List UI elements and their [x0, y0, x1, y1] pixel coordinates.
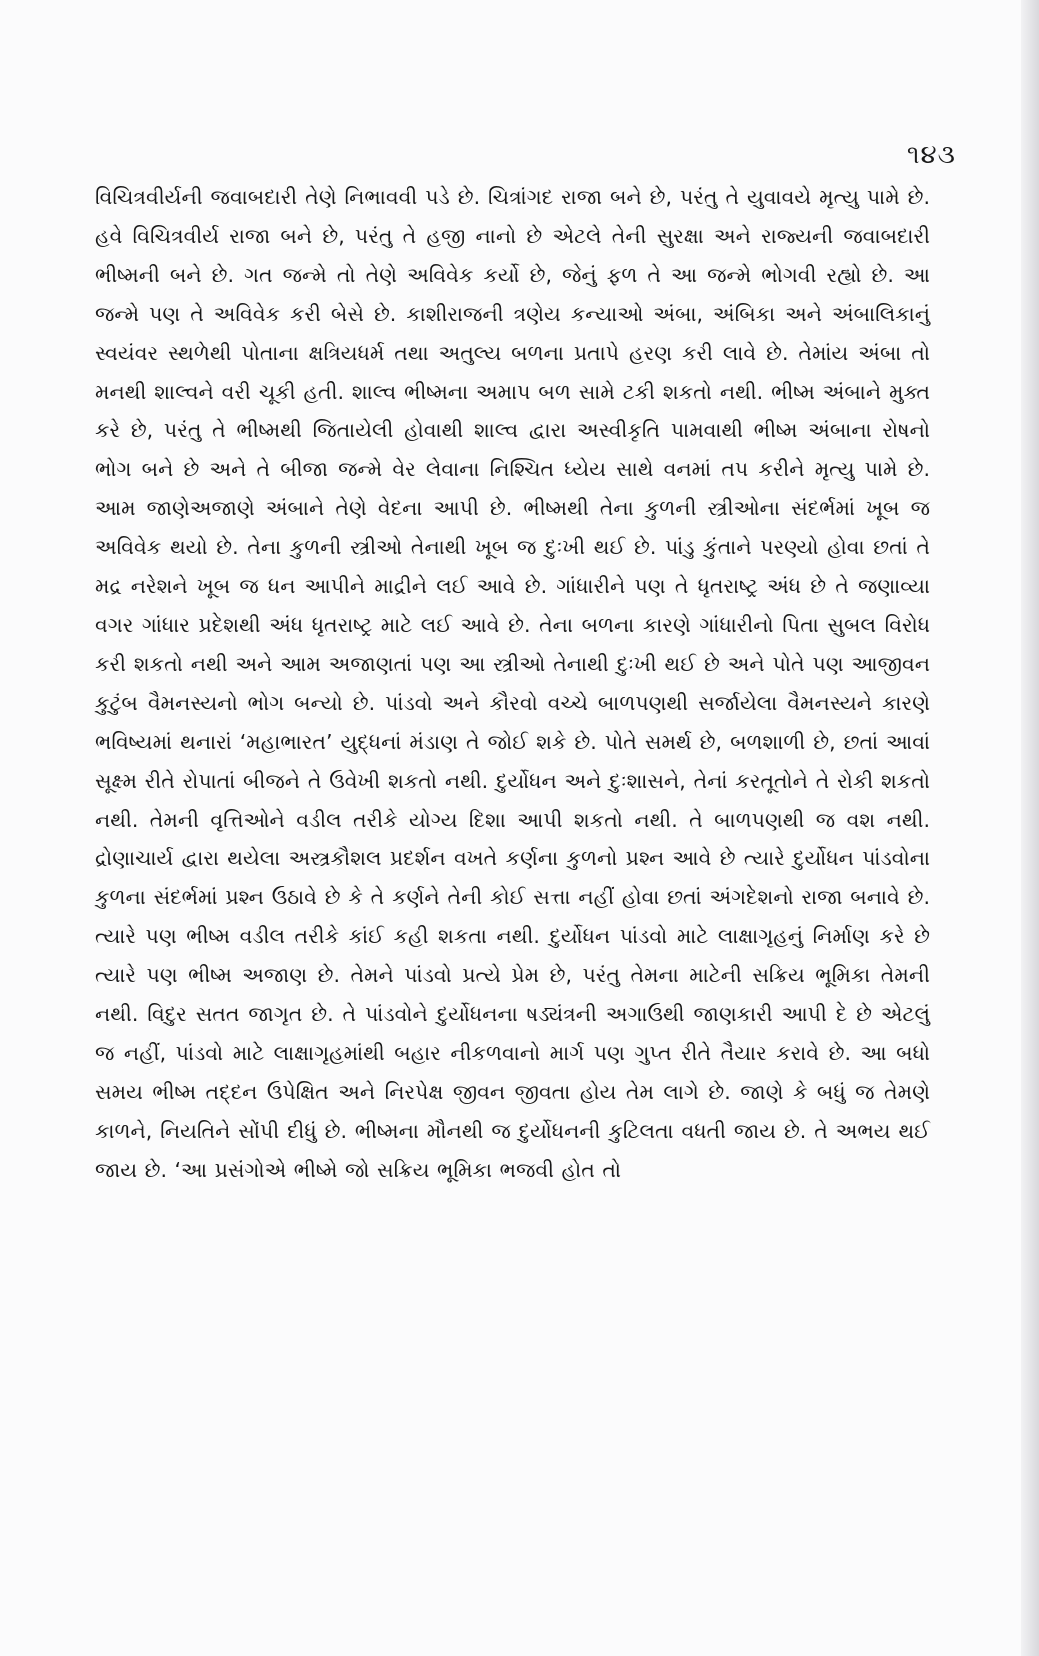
body-paragraph: વિચિત્રવીર્યની જવાબદારી તેણે નિભાવવી પડે છે. ચિત્રાંગદ રાજા બને છે, પરંતુ તે યુવાવયે મૃત્યુ પામે છે. હવે વિચિત્રવીર્ય રાજા બને છે, પરંતુ તે હજી નાનો છે એટલે તેની સુરક્ષા અને રાજ્યની જવાબદારી ભીષ્મની બને છે. ગત જન્મે તો તેણે અવિવેક કર્યો છે, જેનું ફળ તે આ જન્મે ભોગવી રહ્યો છે. આ જન્મે પણ તે અવિવેક કરી બેસે છે. કાશીરાજની ત્રણેય કન્યાઓ અંબા, અંબિકા અને અંબાલિકાનું સ્વયંવર સ્થળેથી પોતાના ક્ષત્રિયધર્મ તથા અતુલ્ય બળના પ્રતાપે હરણ કરી લાવે છે. તેમાંય અંબા તો મનથી શાલ્વને વરી ચૂકી હતી. શાલ્વ ભીષ્મના અમાપ બળ સામે ટકી શકતો નથી. ભીષ્મ અંબાને મુક્ત કરે છે, પરંતુ તે ભીષ્મથી જિતાયેલી હોવાથી શાલ્વ દ્વારા અસ્વીકૃતિ પામવાથી ભીષ્મ અંબાના રોષનો ભોગ બને છે અને તે બીજા જન્મે વેર લેવાના નિશ્ચિત ધ્યેય સાથે વનમાં તપ કરીને મૃત્યુ પામે છે. આમ જાણેઅજાણે અંબાને તેણે વેદના આપી છે. ભીષ્મથી તેના કુળની સ્ત્રીઓના સંદર્ભમાં ખૂબ જ અવિવેક થયો છે. તેના કુળની સ્ત્રીઓ તેનાથી ખૂબ જ દુઃખી થઈ છે. પાંડુ કુંતાને પરણ્યો હોવા છતાં તે મદ્ર નરેશને ખૂબ જ ધન આપીને માદ્રીને લઈ આવે છે. ગાંધારીને પણ તે ધૃતરાષ્ટ્ર અંધ છે તે જણાવ્યા વગર ગાંધાર પ્રદેશથી અંધ ધૃતરાષ્ટ્ર માટે લઈ આવે છે. તેના બળના કારણે ગાંધારીનો પિતા સુબલ વિરોધ કરી શકતો નથી અને આમ અજાણતાં પણ આ સ્ત્રીઓ તેનાથી દુઃખી થઈ છે અને પોતે પણ આજીવન કુટુંબ વૈમનસ્યનો ભોગ બન્યો છે. પાંડવો અને કૌરવો વચ્ચે બાળપણથી સર્જાયેલા વૈમનસ્યને કારણે ભવિષ્યમાં થનારાં ‘મહાભારત’ યુદ્ધનાં મંડાણ તે જોઈ શકે છે. પોતે સમર્થ છે, બળશાળી છે, છતાં આવાં સૂક્ષ્મ રીતે રોપાતાં બીજને તે ઉવેખી શકતો નથી. દુર્યોધન અને દુઃશાસને, તેનાં કરતૂતોને તે રોકી શકતો નથી. તેમની વૃત્તિઓને વડીલ તરીકે યોગ્ય દિશા આપી શકતો નથી. તે બાળપણથી જ વશ નથી. દ્રોણાચાર્ય દ્વારા થયેલા અસ્ત્રકૌશલ પ્રદર્શન વખતે કર્ણના કુળનો પ્રશ્ન આવે છે ત્યારે દુર્યોધન પાંડવોના કુળના સંદર્ભમાં પ્રશ્ન ઉઠાવે છે કે તે કર્ણને તેની કોઈ સત્તા નહીં હોવા છતાં અંગદેશનો રાજા બનાવે છે. ત્યારે પણ ભીષ્મ વડીલ તરીકે કાંઈ કહી શકતા નથી. દુર્યોધન પાંડવો માટે લાક્ષાગૃહનું નિર્માણ કરે છે ત્યારે પણ ભીષ્મ અજાણ છે. તેમને પાંડવો પ્રત્યે પ્રેમ છે, પરંતુ તેમના માટેની સક્રિય ભૂમિકા તેમની નથી. વિદુર સતત જાગૃત છે. તે પાંડવોને દુર્યોધનના ષડ્યંત્રની અગાઉથી જાણકારી આપી દે છે એટલું જ નહીં, પાંડવો માટે લાક્ષાગૃહમાંથી બહાર નીકળવાનો માર્ગ પણ ગુપ્ત રીતે તૈયાર કરાવે છે. આ બધો સમય ભીષ્મ તદ્દન ઉપેક્ષિત અને નિરપેક્ષ જીવન જીવતા હોય તેમ લાગે છે. જાણે કે બધું જ તેમણે કાળને, નિયતિને સોંપી દીધું છે. ભીષ્મના મૌનથી જ દુર્યોધનની કુટિલતા વધતી જાય છે. તે અભય થઈ જાય છે. ‘આ પ્રસંગોએ ભીષ્મે જો સક્રિય ભૂમિકા ભજવી હોત તો — [95, 185, 930, 1182]
page-edge-shadow — [1021, 0, 1039, 1656]
page-number: ૧૪૩ — [906, 140, 956, 170]
